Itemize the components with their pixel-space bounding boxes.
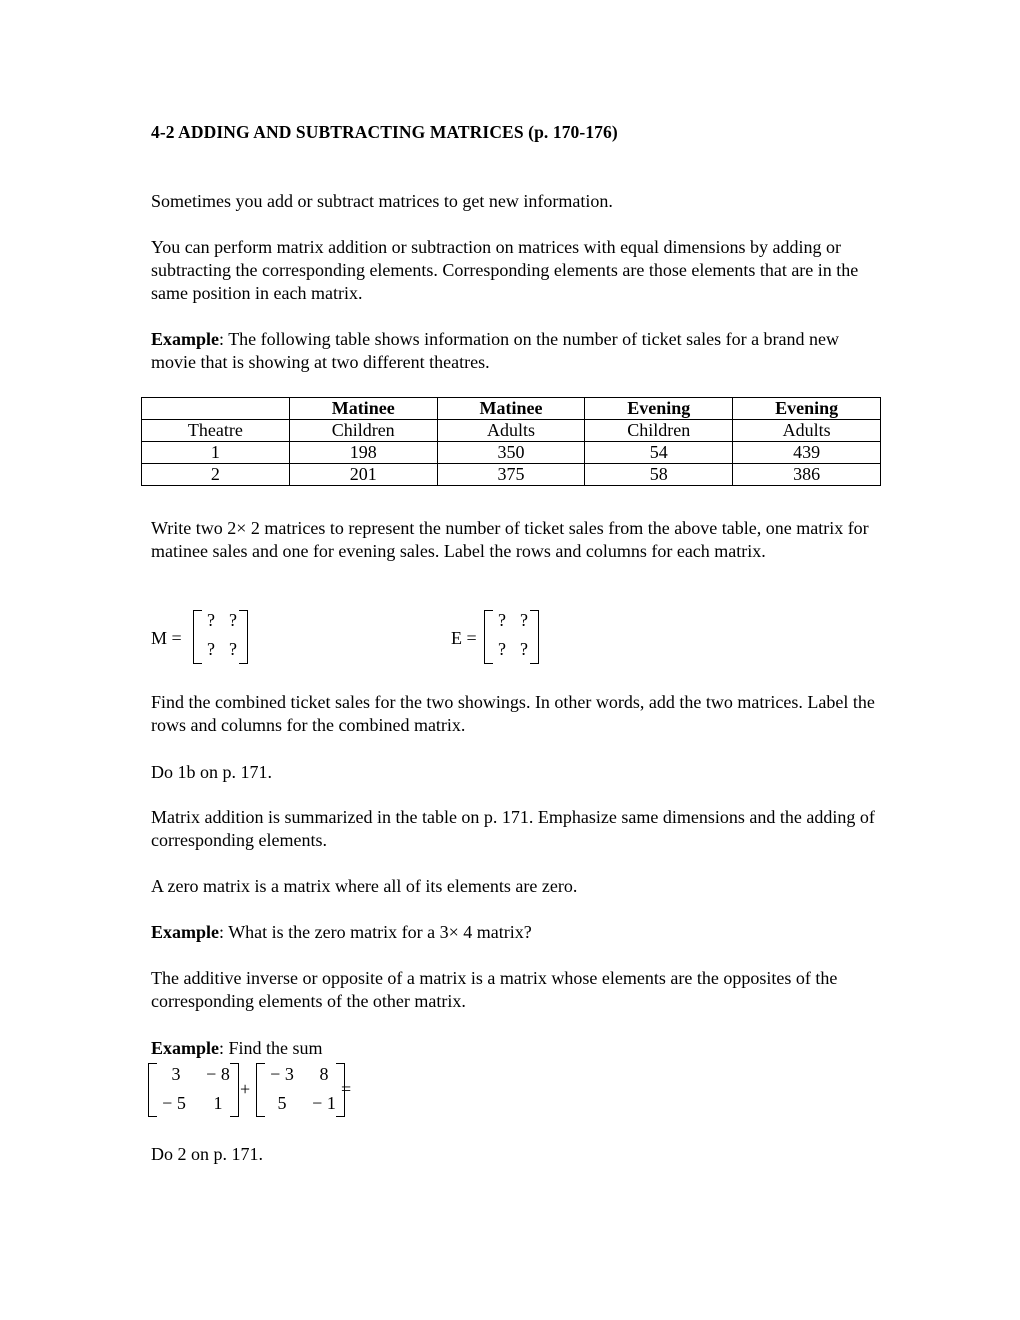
- example-find-sum: [151, 1037, 881, 1060]
- matrix-cell: ?: [498, 639, 506, 659]
- matrix-cell: − 8: [206, 1064, 230, 1084]
- right-bracket: [530, 610, 539, 664]
- ticket-sales-table: [141, 397, 881, 486]
- example-ticket-sales: [151, 328, 881, 374]
- matrix-cell: − 5: [162, 1093, 186, 1113]
- matrix-cell: ?: [520, 610, 528, 630]
- example-text: : Find the sum: [219, 1038, 323, 1058]
- right-bracket: [239, 610, 248, 664]
- matrix-cell: − 3: [270, 1064, 294, 1084]
- matrix-cell: − 1: [312, 1093, 336, 1113]
- table-cell: Children: [585, 420, 733, 442]
- table-cell: 2: [142, 464, 290, 486]
- example-label: Example: [151, 329, 220, 349]
- matrix-cell: ?: [229, 639, 237, 659]
- intro-paragraph: Sometimes you add or subtract matrices to get new information.: [151, 191, 613, 211]
- matrix-cell: ?: [229, 610, 237, 630]
- table-row: [142, 442, 881, 464]
- table-cell: 201: [289, 464, 437, 486]
- table-subheader-row: [142, 420, 881, 442]
- table-row: [142, 464, 881, 486]
- zero-matrix-paragraph: A zero matrix is a matrix where all of its elements are zero.: [151, 876, 578, 896]
- definition-paragraph: You can perform matrix addition or subtraction on matrices with equal dimensions by adding or subtracting the corresponding elements. Corresponding elements are those elements that are in the same position in each matrix.: [151, 237, 859, 303]
- matrix-cell: 1: [213, 1093, 223, 1113]
- do-1b-paragraph: Do 1b on p. 171.: [151, 762, 272, 782]
- table-cell: Children: [289, 420, 437, 442]
- do-2-paragraph: Do 2 on p. 171.: [151, 1144, 263, 1164]
- table-cell: Adults: [437, 420, 585, 442]
- table-header-cell: Matinee: [289, 398, 437, 420]
- matrix-cell: 3: [171, 1064, 181, 1084]
- table-cell: 350: [437, 442, 585, 464]
- addition-summary-paragraph: Matrix addition is summarized in the table on p. 171. Emphasize same dimensions and the adding of corresponding elements.: [151, 807, 875, 850]
- matrix-cell: 8: [319, 1064, 329, 1084]
- matrix-cell: ?: [498, 610, 506, 630]
- matrix-cell: 5: [277, 1093, 287, 1113]
- example-label: Example: [151, 922, 220, 942]
- example-label: Example: [151, 1038, 220, 1058]
- matrix-cell: ?: [207, 610, 215, 630]
- matrix-cell: ?: [520, 639, 528, 659]
- plus-sign: +: [240, 1079, 251, 1099]
- equals-sign: =: [341, 1079, 352, 1099]
- matrix-instructions: Write two 2× 2 matrices to represent the number of ticket sales from the above table, one matrix for matinee sales and one for evening sales. Label the rows and columns for each matrix.: [151, 518, 869, 561]
- example-text: : The following table shows information on the number of ticket sales for a brand new movie that is showing at two different theatres.: [151, 329, 840, 372]
- table-cell: 439: [733, 442, 881, 464]
- matrix-m-label: M =: [151, 628, 182, 648]
- combined-sales-paragraph: Find the combined ticket sales for the two showings. In other words, add the two matrices. Label the rows and columns for the combined matrix.: [151, 692, 875, 735]
- page-title: 4-2 ADDING AND SUBTRACTING MATRICES (p. 170-176): [151, 122, 618, 142]
- table-header-cell: [142, 398, 290, 420]
- additive-inverse-paragraph: The additive inverse or opposite of a matrix is a matrix whose elements are the opposites of the corresponding elements of the other matrix.: [151, 968, 838, 1011]
- table-cell: 198: [289, 442, 437, 464]
- right-bracket: [230, 1063, 239, 1117]
- table-cell: 375: [437, 464, 585, 486]
- table-cell: Adults: [733, 420, 881, 442]
- table-cell: 54: [585, 442, 733, 464]
- table-header-row: [142, 398, 881, 420]
- table-header-cell: Evening: [733, 398, 881, 420]
- example-zero-matrix: [151, 921, 881, 944]
- example-text: : What is the zero matrix for a 3× 4 matrix?: [219, 922, 532, 942]
- table-cell: Theatre: [142, 420, 290, 442]
- table-header-cell: Evening: [585, 398, 733, 420]
- matrix-e-label: E =: [451, 628, 477, 648]
- table-cell: 58: [585, 464, 733, 486]
- table-cell: 386: [733, 464, 881, 486]
- table-header-cell: Matinee: [437, 398, 585, 420]
- table-cell: 1: [142, 442, 290, 464]
- matrix-cell: ?: [207, 639, 215, 659]
